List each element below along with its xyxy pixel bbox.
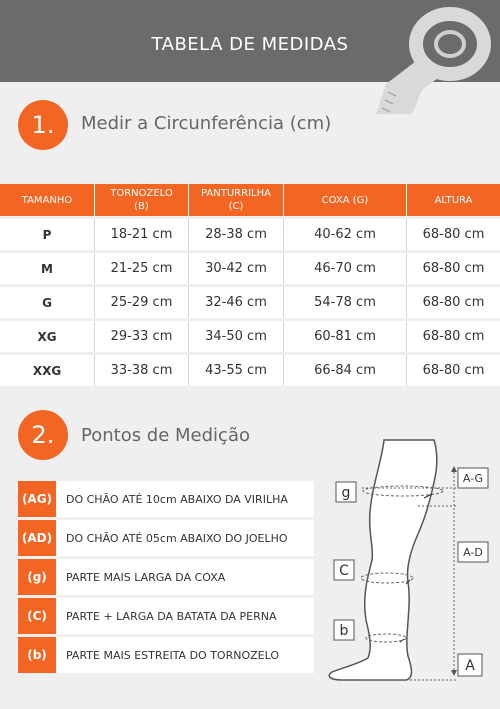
size-cell: G: [0, 287, 95, 318]
list-item: [18, 481, 314, 517]
step-2-badge: 2.: [18, 410, 68, 460]
label-g: g: [341, 485, 351, 501]
panturrilha-cell: 30-42 cm: [189, 253, 284, 284]
altura-cell: 68-80 cm: [407, 287, 500, 318]
measurement-points-list: [18, 481, 314, 676]
size-cell: XXG: [0, 355, 95, 386]
altura-cell: 68-80 cm: [407, 219, 500, 250]
leg-diagram: [322, 436, 492, 686]
coxa-cell: 60-81 cm: [284, 321, 407, 352]
list-item: [18, 598, 314, 634]
panturrilha-cell: 28-38 cm: [189, 219, 284, 250]
point-code: (AG): [18, 481, 56, 517]
point-code: (g): [18, 559, 56, 595]
tornozelo-cell: 33-38 cm: [95, 355, 189, 386]
list-item: [18, 520, 314, 556]
size-cell: P: [0, 219, 95, 250]
label-c: C: [339, 563, 349, 579]
label-ad: A-D: [463, 546, 483, 559]
panturrilha-cell: 43-55 cm: [189, 355, 284, 386]
col-header-panturrilha: PANTURRILHA (C): [189, 184, 284, 216]
altura-cell: 68-80 cm: [407, 321, 500, 352]
col-header-tamanho: TAMANHO: [0, 184, 95, 216]
table-row: [0, 219, 500, 250]
tornozelo-cell: 18-21 cm: [95, 219, 189, 250]
list-item: [18, 559, 314, 595]
point-description: PARTE MAIS LARGA DA COXA: [56, 559, 314, 595]
coxa-cell: 66-84 cm: [284, 355, 407, 386]
point-code: (C): [18, 598, 56, 634]
step-1-badge: 1.: [18, 100, 68, 150]
col-header-altura: ALTURA: [407, 184, 500, 216]
size-cell: M: [0, 253, 95, 284]
section-1-title: Medir a Circunferência (cm): [81, 113, 332, 134]
altura-cell: 68-80 cm: [407, 253, 500, 284]
size-cell: XG: [0, 321, 95, 352]
label-b: b: [339, 623, 349, 639]
table-row: [0, 287, 500, 318]
point-code: (b): [18, 637, 56, 673]
tornozelo-cell: 25-29 cm: [95, 287, 189, 318]
section-2-title: Pontos de Medição: [81, 425, 250, 446]
table-row: [0, 253, 500, 284]
point-description: PARTE MAIS ESTREITA DO TORNOZELO: [56, 637, 314, 673]
table-row: [0, 355, 500, 386]
list-item: [18, 637, 314, 673]
size-table: [0, 181, 500, 389]
label-a: A: [465, 658, 475, 674]
panturrilha-cell: 32-46 cm: [189, 287, 284, 318]
col-header-tornozelo: TORNOZELO (B): [95, 184, 189, 216]
point-description: PARTE + LARGA DA BATATA DA PERNA: [56, 598, 314, 634]
page-title: TABELA DE MEDIDAS: [151, 34, 349, 55]
tornozelo-cell: 21-25 cm: [95, 253, 189, 284]
header: [0, 0, 500, 82]
size-table-header: [0, 184, 500, 216]
point-description: DO CHÃO ATÉ 10cm ABAIXO DA VIRILHA: [56, 481, 314, 517]
label-ag: A-G: [462, 472, 484, 485]
coxa-cell: 54-78 cm: [284, 287, 407, 318]
coxa-cell: 40-62 cm: [284, 219, 407, 250]
point-code: (AD): [18, 520, 56, 556]
tornozelo-cell: 29-33 cm: [95, 321, 189, 352]
panturrilha-cell: 34-50 cm: [189, 321, 284, 352]
coxa-cell: 46-70 cm: [284, 253, 407, 284]
altura-cell: 68-80 cm: [407, 355, 500, 386]
table-row: [0, 321, 500, 352]
point-description: DO CHÃO ATÉ 05cm ABAIXO DO JOELHO: [56, 520, 314, 556]
measuring-tape-icon: [368, 6, 500, 116]
col-header-coxa: COXA (G): [284, 184, 407, 216]
